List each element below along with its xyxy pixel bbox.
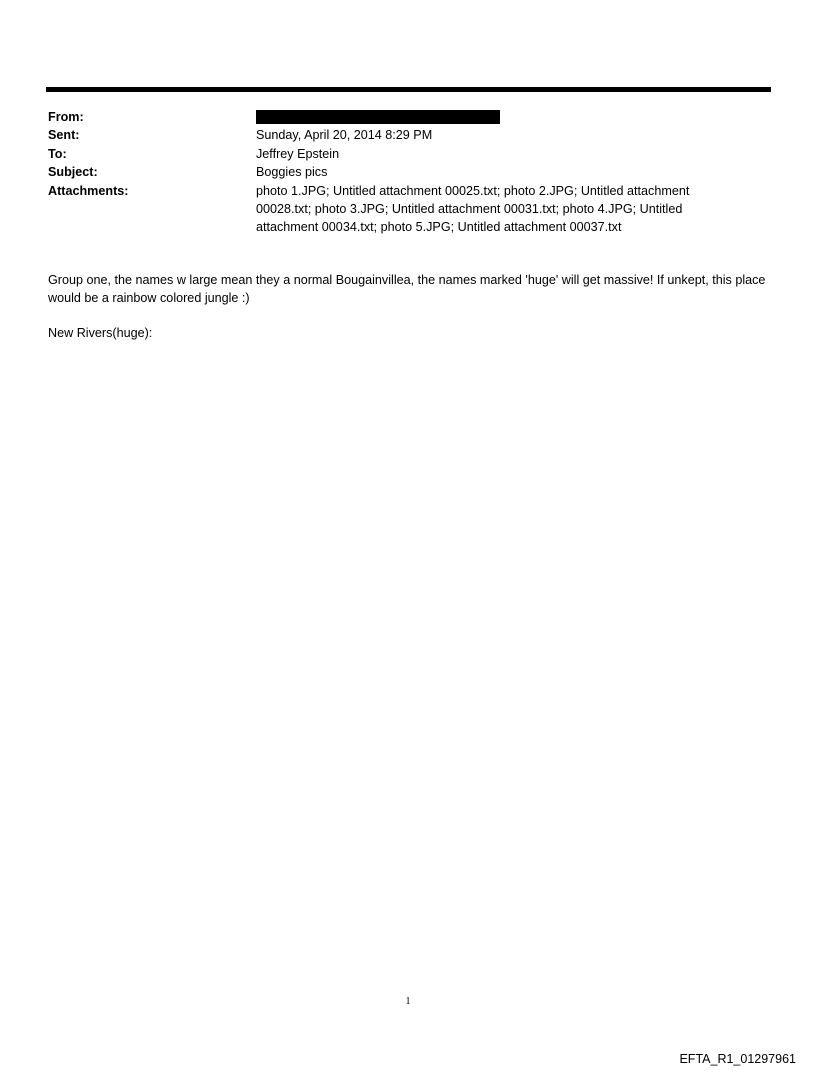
sent-row [48,126,748,144]
header-divider [46,87,771,92]
sent-label: Sent: [48,128,80,143]
document-id: EFTA_R1_01297961 [679,1052,796,1066]
from-value [256,108,748,126]
from-row [48,108,748,126]
sent-value: Sunday, April 20, 2014 8:29 PM [256,128,433,143]
redaction-box [256,110,500,124]
to-row [48,145,748,163]
subject-value: Boggies pics [256,165,328,180]
to-value: Jeffrey Epstein [256,146,340,161]
body-paragraph: Group one, the names w large mean they a normal Bougainvillea, the names marked 'huge' will get massive! If unkept, this place would be a rainbow colored jungle :) [48,273,766,305]
subject-label: Subject: [48,165,98,180]
page-number: 1 [405,996,411,1007]
attachments-value: photo 1.JPG; Untitled attachment 00025.txt; photo 2.JPG; Untitled attachment 00028.txt; photo 3.JPG; Untitled attachment 00031.txt; photo 4.JPG; Untitled attachment 00034.txt; photo 5.JPG; Untitled attachment 00037.txt [256,183,690,235]
attachments-row [48,182,748,237]
attachments-label: Attachments: [48,183,129,198]
body-paragraph: New Rivers(huge): [48,326,153,340]
email-header [48,108,748,237]
from-label: From: [48,110,84,124]
subject-row [48,163,748,181]
email-body [48,271,768,359]
to-label: To: [48,146,67,161]
